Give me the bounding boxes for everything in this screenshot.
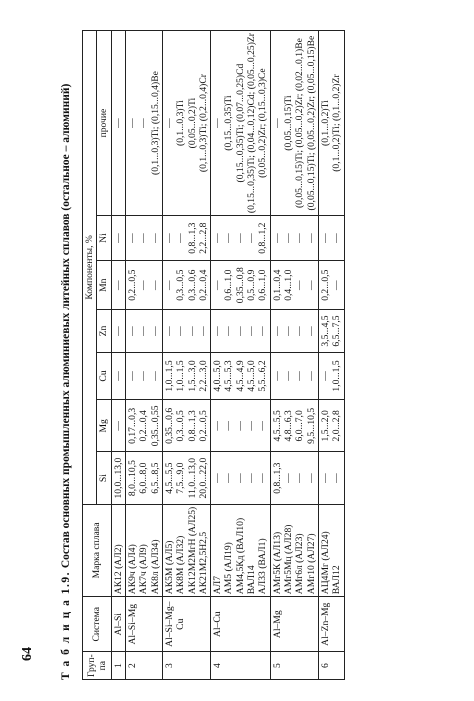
page-number: 64 xyxy=(20,647,35,661)
zn-cell-line: — xyxy=(234,326,246,336)
grade-cell-line: АК8л (АЛ34) xyxy=(149,539,161,595)
alloy-composition-table xyxy=(82,30,345,680)
table-row xyxy=(162,31,210,680)
mg-cell-line: — xyxy=(234,421,246,431)
grade-cell xyxy=(111,504,125,596)
mg-cell xyxy=(162,400,210,452)
zn-cell-line: — xyxy=(283,326,294,336)
mn-cell xyxy=(318,261,344,310)
mn-cell xyxy=(162,261,210,310)
si-cell-line: — xyxy=(294,473,306,483)
mn-cell-line: — xyxy=(163,280,175,290)
ni-cell xyxy=(162,216,210,261)
other-cell-line: — xyxy=(126,118,138,128)
grade-cell-line: АМг5Мц (АЛ28) xyxy=(283,524,294,595)
cu-cell-line: — xyxy=(319,371,331,381)
mg-cell-line: — xyxy=(212,421,224,431)
grade-cell-line: АК12М2МгН (АЛ25) xyxy=(186,506,198,595)
mg-cell-line: 9,5...10,5 xyxy=(305,407,317,444)
grade-cell-line: АМг5К (АЛ13) xyxy=(271,531,283,595)
ni-cell-line: — xyxy=(271,233,283,243)
si-cell-line: — xyxy=(234,473,246,483)
rotated-content xyxy=(60,30,440,680)
cu-cell-line: — xyxy=(149,371,161,381)
zn-cell-line: — xyxy=(186,326,198,336)
zn-cell-line: — xyxy=(294,326,306,336)
ni-cell-line: — xyxy=(246,233,258,243)
header-zn: Zn xyxy=(97,310,111,352)
cu-cell-line: — xyxy=(126,371,138,381)
other-cell-line: — xyxy=(271,118,283,128)
mg-cell-line: 0,2...0,4 xyxy=(138,410,150,442)
table-label: Т а б л и ц а 1.9. xyxy=(60,571,72,680)
mn-cell-line: 0,3...0,6 xyxy=(186,269,198,301)
zn-cell-line: — xyxy=(126,326,138,336)
zn-cell-line: 3,5...4,5 xyxy=(319,315,331,347)
cu-cell-line: 4,5...4,9 xyxy=(234,360,246,392)
cu-cell-line: — xyxy=(112,371,124,381)
mn-cell-line: 0,1...0,4 xyxy=(271,269,283,301)
mg-cell xyxy=(211,400,271,452)
other-cell-line: (0,15...0,35)Ti; (0,07...0,25)Cd xyxy=(234,63,246,183)
zn-cell xyxy=(318,310,344,352)
ni-cell-line: — xyxy=(212,233,224,243)
ni-cell-line: 0,8...1,2 xyxy=(257,222,269,254)
mg-cell-line: 6,0...7,0 xyxy=(294,410,306,442)
grade-cell-line: АМг10 (АЛ27) xyxy=(305,533,317,595)
cu-cell-line: 4,5...5,0 xyxy=(246,360,258,392)
si-cell-line: 0,8...1,3 xyxy=(271,462,283,494)
si-cell-line: 10,0...13,0 xyxy=(112,457,124,499)
ni-cell-line: — xyxy=(175,233,187,243)
grade-cell xyxy=(318,504,344,596)
cu-cell xyxy=(111,352,125,399)
cu-cell-line: 1,0...1,5 xyxy=(163,360,175,392)
si-cell-line: — xyxy=(246,473,258,483)
cu-cell-line: — xyxy=(138,371,150,381)
cu-cell-line: — xyxy=(271,371,283,381)
other-cell xyxy=(318,31,344,216)
ni-cell xyxy=(318,216,344,261)
si-cell-line: — xyxy=(257,473,269,483)
grade-cell-line: ВАЛ14 xyxy=(246,565,258,595)
mg-cell-line: 2,0...2,8 xyxy=(331,410,343,442)
header-si: Si xyxy=(97,452,111,504)
mn-cell-line: 0,6...1,0 xyxy=(223,269,235,301)
si-cell xyxy=(318,452,344,504)
mn-cell-line: — xyxy=(305,280,317,290)
other-cell-line: (0,1...0,2)Ti; (0,1...0,2)Zr xyxy=(331,74,343,172)
cu-cell-line: — xyxy=(283,371,294,381)
zn-cell-line: — xyxy=(138,326,150,336)
mg-cell xyxy=(270,400,318,452)
cu-cell-line: — xyxy=(294,371,306,381)
zn-cell-line: — xyxy=(197,326,209,336)
system-cell: Al–Cu xyxy=(211,597,271,652)
zn-cell-line: — xyxy=(305,326,317,336)
other-cell-line: (0,05...0,15)Ti; (0,05...0,2)Zr; (0,05...0,15)Be xyxy=(305,35,317,211)
other-cell-line: (0,15...0,35)Ti xyxy=(223,95,235,151)
zn-cell-line: — xyxy=(163,326,175,336)
zn-cell-line: — xyxy=(257,326,269,336)
zn-cell xyxy=(111,310,125,352)
zn-cell-line: — xyxy=(149,326,161,336)
grade-cell-line: АК21М2,5Н2,5 xyxy=(197,531,209,595)
si-cell-line: 4,5...5,5 xyxy=(163,462,175,494)
other-cell-line: (0,15...0,35)Ti; (0,04...0,12)Cd; (0,05...0,25)Zr xyxy=(246,33,258,214)
other-cell xyxy=(125,31,162,216)
grade-cell xyxy=(125,504,162,596)
mg-cell-line: — xyxy=(257,421,269,431)
mg-cell-line: — xyxy=(246,421,258,431)
mg-cell-line: 0,8...1,3 xyxy=(186,410,198,442)
cu-cell-line: 5,5...6,2 xyxy=(257,360,269,392)
other-cell-line: — xyxy=(112,118,124,128)
grade-cell-line: АК7ч (АЛ9) xyxy=(138,544,150,595)
other-cell xyxy=(111,31,125,216)
cu-cell xyxy=(211,352,271,399)
zn-cell-line: — xyxy=(175,326,187,336)
table-row xyxy=(211,31,271,680)
header-components: Компоненты, % xyxy=(83,31,97,505)
si-cell xyxy=(125,452,162,504)
zn-cell-line: — xyxy=(246,326,258,336)
mn-cell-line: 0,5...0,9 xyxy=(246,269,258,301)
mg-cell xyxy=(318,400,344,452)
ni-cell-line: — xyxy=(112,233,124,243)
other-cell-line: (0,1...0,3)Ti; (0,15...0,4)Be xyxy=(149,71,161,175)
ni-cell-line: — xyxy=(126,233,138,243)
cu-cell xyxy=(270,352,318,399)
group-cell: 3 xyxy=(162,652,210,680)
si-cell-line: 11,0...13,0 xyxy=(186,457,198,499)
system-cell: Al–Si xyxy=(111,597,125,652)
mn-cell-line: — xyxy=(294,280,306,290)
other-cell-line: (0,1...0,3)Ti; (0,2...0,4)Cr xyxy=(197,74,209,173)
mn-cell-line: 0,3...0,5 xyxy=(175,269,187,301)
other-cell-line: (0,1...0,3)Ti xyxy=(175,100,187,146)
mn-cell-line: 0,2...0,5 xyxy=(126,269,138,301)
ni-cell-line: — xyxy=(319,233,331,243)
cu-cell-line: 4,5...5,3 xyxy=(223,360,235,392)
mg-cell-line: 1,5...2,0 xyxy=(319,410,331,442)
system-cell: Al–Si–Mg–Cu xyxy=(162,597,210,652)
ni-cell xyxy=(270,216,318,261)
cu-cell xyxy=(162,352,210,399)
other-cell-line: (0,05...0,2)Zr; (0,15...0,3)Ce xyxy=(257,68,269,178)
mg-cell-line: 0,3...0,5 xyxy=(175,410,187,442)
si-cell-line: 6,0...8,0 xyxy=(138,462,150,494)
si-cell-line: — xyxy=(212,473,224,483)
table-body xyxy=(111,31,344,680)
ni-cell-line: — xyxy=(234,233,246,243)
si-cell xyxy=(211,452,271,504)
table-row xyxy=(270,31,318,680)
zn-cell xyxy=(125,310,162,352)
ni-cell-line: — xyxy=(283,233,294,243)
cu-cell xyxy=(125,352,162,399)
mn-cell-line: 0,35...0,8 xyxy=(234,267,246,304)
table-title: Состав основных промышленных алюминиевых литейных сплавов (остальное – алюминий) xyxy=(60,83,72,569)
header-mn: Mn xyxy=(97,261,111,310)
mn-cell xyxy=(270,261,318,310)
grade-cell-line: АК8М (АЛ32) xyxy=(175,535,187,595)
other-cell-line: (0,05...0,2)Ti xyxy=(186,97,198,149)
system-cell: Al–Si–Mg xyxy=(125,597,162,652)
mg-cell-line: 0,2...0,5 xyxy=(197,410,209,442)
zn-cell xyxy=(211,310,271,352)
si-cell-line: 8,0...10,5 xyxy=(126,460,138,497)
zn-cell-line: — xyxy=(271,326,283,336)
zn-cell-line: 6,5...7,5 xyxy=(331,315,343,347)
other-cell xyxy=(270,31,318,216)
header-mg: Mg xyxy=(97,400,111,452)
group-cell: 1 xyxy=(111,652,125,680)
group-cell: 4 xyxy=(211,652,271,680)
ni-cell-line: — xyxy=(163,233,175,243)
header-grade: Марка сплава xyxy=(83,504,112,596)
grade-cell-line: ВАЛ12 xyxy=(331,565,343,595)
grade-cell-line: АМг6л (АЛ23) xyxy=(294,533,306,595)
grade-cell-line: АК5М (АЛ5) xyxy=(163,540,175,595)
mg-cell-line: 0,17...0,3 xyxy=(126,407,138,444)
grade-cell-line: АМ4,5Кд (ВАЛ10) xyxy=(234,517,246,595)
mn-cell xyxy=(111,261,125,310)
grade-cell-line: АК9ч (АЛ4) xyxy=(126,544,138,595)
ni-cell-line: — xyxy=(294,233,306,243)
group-cell: 5 xyxy=(270,652,318,680)
mn-cell xyxy=(125,261,162,310)
ni-cell-line: — xyxy=(305,233,317,243)
mn-cell-line: — xyxy=(149,280,161,290)
mg-cell-line: 0,35...0,6 xyxy=(163,407,175,444)
si-cell-line: — xyxy=(283,473,294,483)
ni-cell-line: 0,8...1,3 xyxy=(186,222,198,254)
grade-cell xyxy=(270,504,318,596)
cu-cell-line: 1,5...3,0 xyxy=(186,360,198,392)
mn-cell-line: 0,4...1,0 xyxy=(283,269,294,301)
ni-cell xyxy=(111,216,125,261)
zn-cell-line: — xyxy=(223,326,235,336)
header-other: прочие xyxy=(97,31,111,216)
table-row xyxy=(111,31,125,680)
grade-cell-line: АЛ7 xyxy=(212,575,224,595)
si-cell-line: — xyxy=(331,473,343,483)
mg-cell-line: — xyxy=(112,421,124,431)
zn-cell xyxy=(162,310,210,352)
system-cell: Al–Mg xyxy=(270,597,318,652)
header-ni: Ni xyxy=(97,216,111,261)
si-cell-line: — xyxy=(305,473,317,483)
mg-cell xyxy=(125,400,162,452)
group-cell: 6 xyxy=(318,652,344,680)
mn-cell-line: — xyxy=(138,280,150,290)
ni-cell-line: — xyxy=(223,233,235,243)
other-cell-line: — xyxy=(163,118,175,128)
zn-cell-line: — xyxy=(112,326,124,336)
mg-cell-line: — xyxy=(223,421,235,431)
zn-cell xyxy=(270,310,318,352)
header-system: Система xyxy=(83,597,112,652)
table-caption xyxy=(60,30,72,680)
table-row xyxy=(125,31,162,680)
si-cell xyxy=(270,452,318,504)
mn-cell xyxy=(211,261,271,310)
si-cell-line: 7,5...9,0 xyxy=(175,462,187,494)
zn-cell-line: — xyxy=(212,326,224,336)
mg-cell-line: 4,8...6,3 xyxy=(283,410,294,442)
other-cell-line: — xyxy=(138,118,150,128)
mg-cell-line: 0,35...0,55 xyxy=(149,405,161,447)
cu-cell-line: 1,0...1,5 xyxy=(331,360,343,392)
ni-cell-line: 2,2...2,8 xyxy=(197,222,209,254)
table-row xyxy=(318,31,344,680)
si-cell-line: 20,0...22,0 xyxy=(197,457,209,499)
mn-cell-line: 0,6...1,0 xyxy=(257,269,269,301)
cu-cell-line: 1,0...1,5 xyxy=(175,360,187,392)
si-cell xyxy=(162,452,210,504)
other-cell-line: (0,05...0,15)Ti; (0,05...0,2)Zr; (0,02...0,1)Be xyxy=(294,38,306,209)
mg-cell xyxy=(111,400,125,452)
other-cell-line: — xyxy=(212,118,224,128)
si-cell-line: — xyxy=(319,473,331,483)
other-cell xyxy=(211,31,271,216)
si-cell-line: — xyxy=(223,473,235,483)
cu-cell xyxy=(318,352,344,399)
mn-cell-line: — xyxy=(112,280,124,290)
other-cell xyxy=(162,31,210,216)
grade-cell-line: АМ5 (АЛ19) xyxy=(223,542,235,595)
mn-cell-line: — xyxy=(331,280,343,290)
cu-cell-line: — xyxy=(305,371,317,381)
grade-cell-line: АК12 (АЛ2) xyxy=(112,544,124,595)
header-group: Груп-па xyxy=(83,652,112,680)
mn-cell-line: 0,2...0,5 xyxy=(319,269,331,301)
cu-cell-line: 2,2...3,0 xyxy=(197,360,209,392)
ni-cell-line: — xyxy=(149,233,161,243)
mg-cell-line: 4,5...5,5 xyxy=(271,410,283,442)
cu-cell-line: 4,0...5,0 xyxy=(212,360,224,392)
si-cell-line: 6,5...8,5 xyxy=(149,462,161,494)
grade-cell-line: АЛ33 (ВАЛ1) xyxy=(257,538,269,595)
grade-cell xyxy=(162,504,210,596)
si-cell xyxy=(111,452,125,504)
ni-cell xyxy=(211,216,271,261)
ni-cell-line: — xyxy=(331,233,343,243)
header-cu: Cu xyxy=(97,352,111,399)
group-cell: 2 xyxy=(125,652,162,680)
grade-cell xyxy=(211,504,271,596)
ni-cell xyxy=(125,216,162,261)
ni-cell-line: — xyxy=(138,233,150,243)
mn-cell-line: 0,2...0,4 xyxy=(197,269,209,301)
grade-cell-line: АЦ4Мг (АЛ24) xyxy=(319,531,331,595)
system-cell: Al–Zn–Mg xyxy=(318,597,344,652)
other-cell-line: (0,05...0,15)Ti xyxy=(283,95,294,151)
mn-cell-line: — xyxy=(212,280,224,290)
other-cell-line: (0,1...0,2)Ti xyxy=(319,100,331,146)
